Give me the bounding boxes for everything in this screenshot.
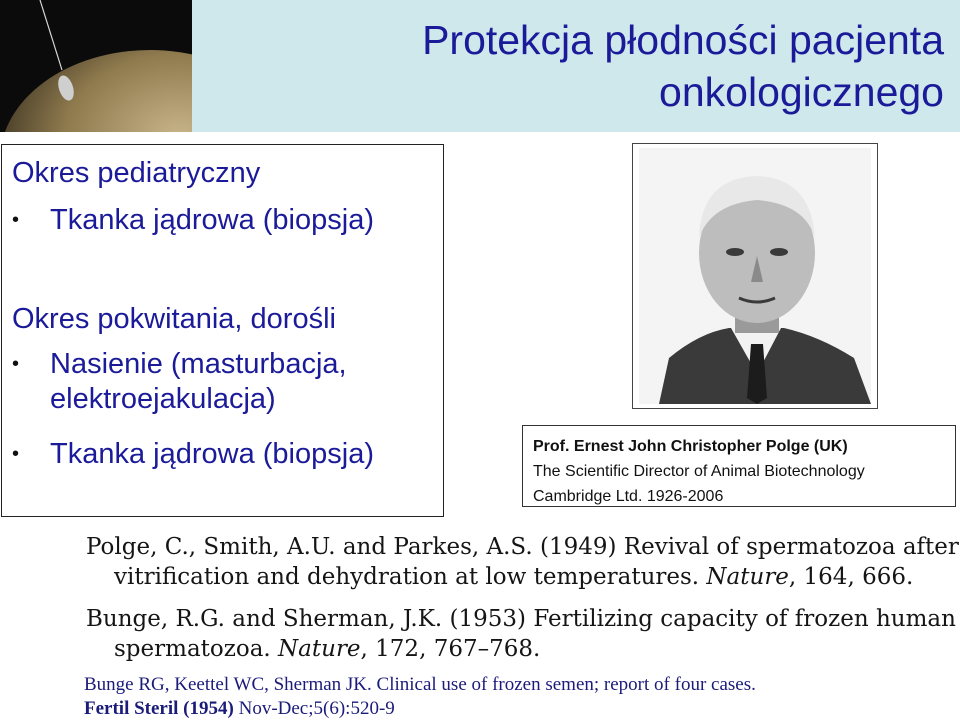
adult-item-semen-text	[50, 347, 347, 417]
adult-item-tissue-label: Tkanka jądrowa (biopsja)	[50, 438, 374, 470]
bullet-icon: •	[12, 209, 20, 231]
bottom-reference-line-2	[84, 698, 395, 720]
bullet-icon: •	[12, 353, 20, 375]
caption-role: The Scientific Director of Animal Biotechnology	[533, 463, 865, 480]
bottom-reference-line-1: Bunge RG, Keettel WC, Sherman JK. Clinical use of frozen semen; report of four cases.	[84, 674, 756, 695]
pediatric-item	[12, 203, 374, 238]
polge-journal: Nature	[706, 564, 789, 590]
pediatric-item-label: Tkanka jądrowa (biopsja)	[50, 204, 374, 236]
bullet-icon: •	[12, 443, 20, 465]
bunge-citation-text: spermatozoa.	[114, 636, 271, 662]
bunge-citation-line-1: Bunge, R.G. and Sherman, J.K. (1953) Fertilizing capacity of frozen human	[86, 606, 956, 632]
preservation-methods-panel	[1, 144, 444, 517]
sperm-egg-image	[0, 0, 192, 132]
slide-title-line-2: onkologicznego	[659, 69, 944, 115]
bottom-reference-journal: Fertil Steril (1954)	[84, 698, 234, 719]
adult-item-semen	[12, 347, 347, 417]
adult-item-semen-line-1: Nasienie (masturbacja,	[50, 348, 347, 380]
caption-name: Prof. Ernest John Christopher Polge (UK)	[533, 438, 848, 455]
bunge-volume: , 172, 767–768.	[360, 636, 541, 662]
adult-item-tissue	[12, 437, 374, 472]
polge-citation-text: vitrification and dehydration at low temperatures.	[114, 564, 700, 590]
adult-heading: Okres pokwitania, dorośli	[12, 303, 336, 335]
caption-org-years: Cambridge Ltd. 1926-2006	[533, 488, 724, 505]
bunge-citation-line-2	[114, 636, 540, 662]
adult-item-semen-line-2: elektroejakulacja)	[50, 383, 276, 415]
pediatric-heading: Okres pediatryczny	[12, 157, 261, 189]
polge-citation-line-1: Polge, C., Smith, A.U. and Parkes, A.S. (1949) Revival of spermatozoa after	[86, 534, 959, 560]
bunge-journal: Nature	[278, 636, 361, 662]
polge-citation-line-2	[114, 564, 913, 590]
bottom-reference-issue: Nov-Dec;5(6):520-9	[233, 698, 395, 719]
portrait-photo	[632, 143, 878, 409]
slide-title	[422, 14, 944, 118]
slide-title-line-1: Protekcja płodności pacjenta	[422, 17, 944, 63]
polge-volume: , 164, 666.	[788, 564, 914, 590]
portrait-caption	[522, 425, 956, 507]
